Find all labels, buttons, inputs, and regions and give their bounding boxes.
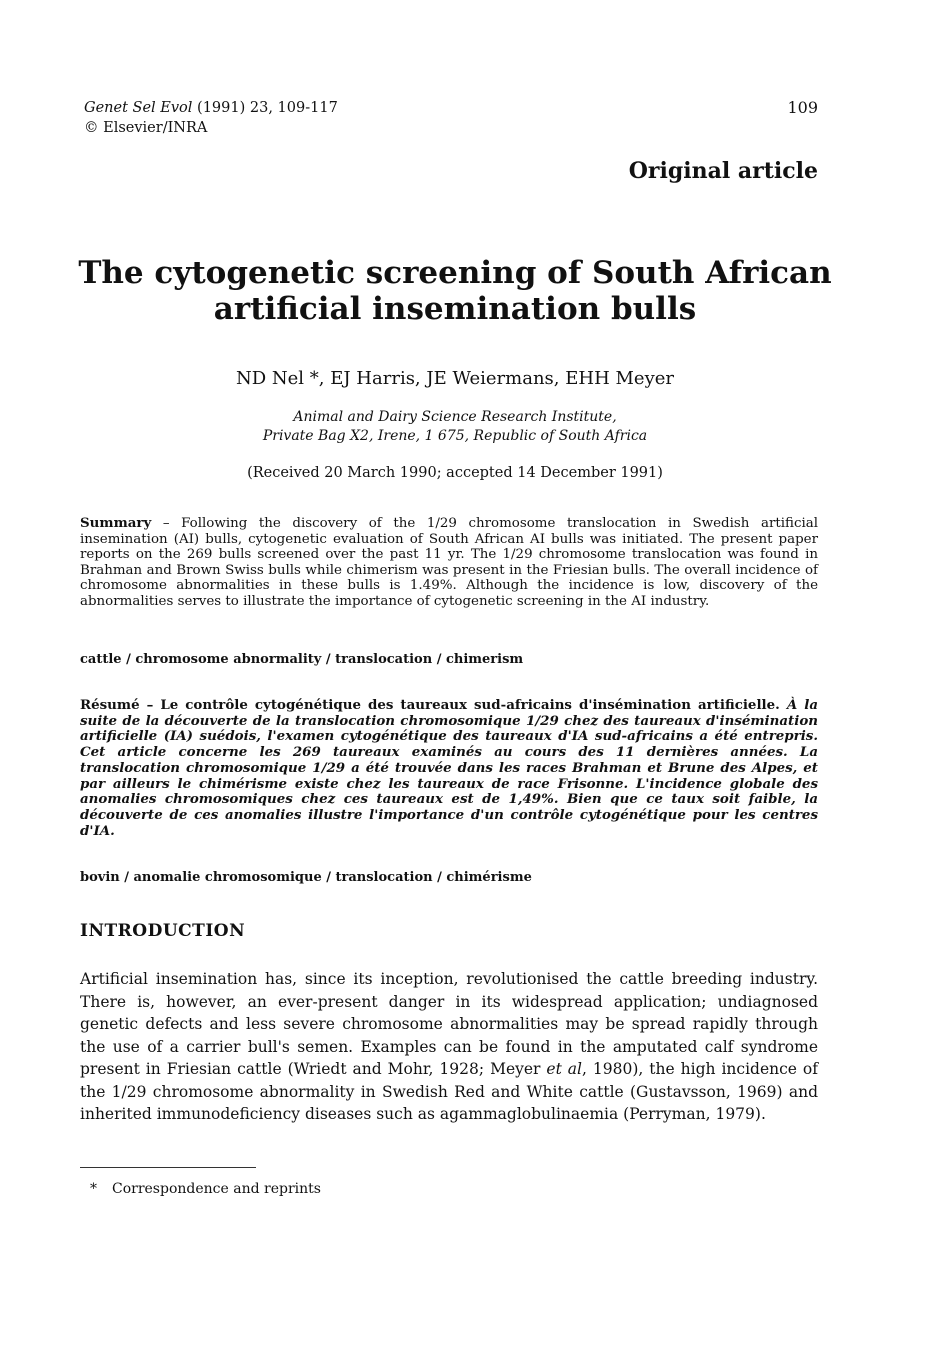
- affiliation: [60, 408, 850, 446]
- journal-info: [84, 98, 338, 138]
- keywords-english: cattle / chromosome abnormality / translocation / chimerism: [80, 652, 524, 667]
- introduction-heading: INTRODUCTION: [80, 921, 246, 941]
- resume: [80, 698, 818, 839]
- footnote-rule: [80, 1167, 256, 1168]
- title-line-2: artificial insemination bulls: [213, 291, 697, 327]
- footnote: [90, 1181, 321, 1197]
- authors: ND Nel *, EJ Harris, JE Weiermans, EHH Meyer: [236, 368, 674, 389]
- article-title: [60, 255, 850, 327]
- introduction-paragraph: [80, 968, 818, 1126]
- affiliation-line-2: Private Bag X2, Irene, 1 675, Republic of South Africa: [262, 428, 648, 444]
- journal-name: Genet Sel Evol: [84, 100, 193, 116]
- journal-volume-pages: (1991) 23, 109-117: [192, 100, 338, 116]
- journal-citation: [84, 98, 338, 118]
- et-al: et al: [546, 1060, 582, 1078]
- article-type: Original article: [628, 158, 818, 184]
- introduction-text-1: Artificial insemination has, since its inception, revolutionised the cattle breeding industry. There is, however, an ever-present danger in its widespread application; undiagnosed genetic defects and less severe chromosome abnormalities may be spread rapidly through the use of a carrier bull's semen. Examples can be found in the amputated calf syndrome present in Friesian cattle (Wriedt and Mohr, 1928; Meyer: [80, 970, 818, 1078]
- introduction-text-2: , 1980), the high incidence of the 1/29 chromosome abnormality in Swedish Red and White cattle (Gustavsson, 1969) and inherited immunodeficiency diseases such as agammaglobulinaemia (Perryman, 1979).: [80, 1060, 818, 1123]
- page-number: 109: [787, 98, 818, 117]
- summary: [80, 516, 818, 609]
- resume-title: Résumé – Le contrôle cytogénétique des taureaux sud-africains d'insémination artificielle.: [80, 697, 780, 713]
- summary-label: Summary: [80, 515, 152, 531]
- summary-text: – Following the discovery of the 1/29 chromosome translocation in Swedish artificial insemination (AI) bulls, cytogenetic evaluation of South African AI bulls was initiated. The present paper reports on the 269 bulls screened over the past 11 yr. The 1/29 chromosome translocation was found in Brahman and Brown Swiss bulls while chimerism was present in the Friesian bulls. The overall incidence of chromosome abnormalities in these bulls is 1.49%. Although the incidence is low, discovery of the abnormalities serves to illustrate the importance of cytogenetic screening in the AI industry.: [80, 516, 818, 609]
- received-dates: (Received 20 March 1990; accepted 14 December 1991): [247, 465, 663, 481]
- keywords-french: bovin / anomalie chromosomique / translocation / chimérisme: [80, 870, 532, 885]
- title-line-1: The cytogenetic screening of South African: [78, 255, 832, 291]
- resume-text: À la suite de la découverte de la translocation chromosomique 1/29 chez des taureaux d'insémination artificielle (IA) suédois, l'examen cytogénétique des taureaux d'IA sud-africains a été entrepris. Cet article concerne les 269 taureaux examinés au cours des 11 dernières années. La translocation chromosomique 1/29 a été trouvée dans les races Brahman et Brune des Alpes, et par ailleurs le chimérisme existe chez les taureaux de race Frisonne. L'incidence globale des anomalies chromosomiques chez ces taureaux est de 1,49%. Bien que ce taux soit faible, la découverte de ces anomalies illustre l'importance d'un contrôle cytogénétique pour les centres d'IA.: [80, 697, 818, 839]
- footnote-text: Correspondence and reprints: [112, 1181, 321, 1197]
- copyright-line: © Elsevier/INRA: [84, 120, 208, 136]
- footnote-mark: *: [90, 1181, 97, 1197]
- affiliation-line-1: Animal and Dairy Science Research Institute,: [293, 409, 617, 425]
